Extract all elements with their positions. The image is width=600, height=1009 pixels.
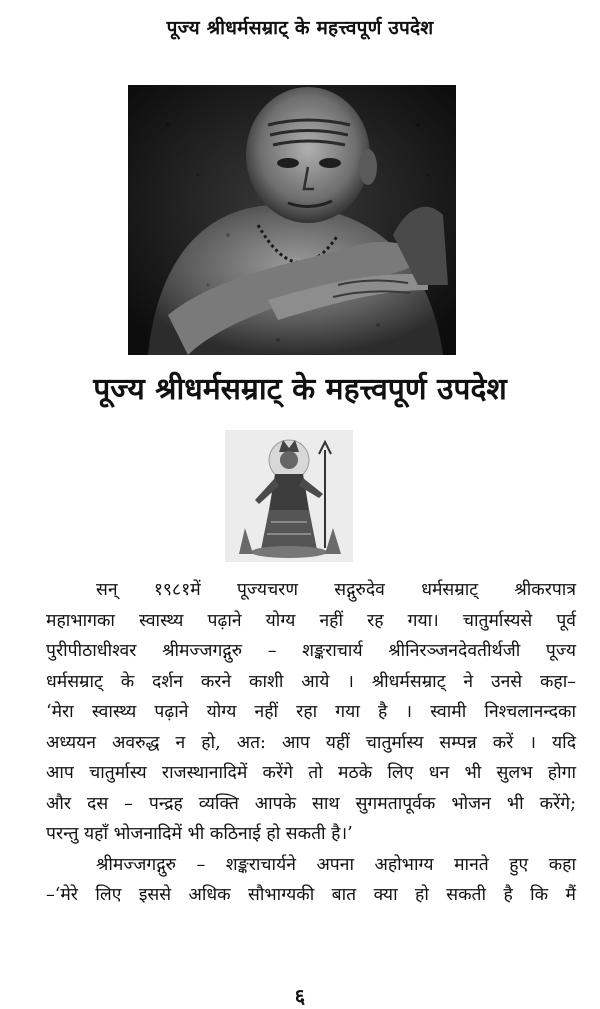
paragraph-line: धर्मसम्राट् के दर्शन करने काशी आये । श्रीधर्मसम्राट् ने उनसे कहा– — [46, 671, 576, 692]
paragraph-line: पुरीपीठाधीश्वर श्रीमज्जगद्गुरु – शङ्कराचार्य श्रीनिरञ्जनदेवतीर्थजी पूज्य — [46, 641, 576, 661]
paragraph-line: अध्ययन अवरुद्ध न हो, अत: आप यहीं चातुर्मास्य सम्पन्न करें । यदि — [46, 732, 576, 753]
paragraph-line: सन् १९८१में पूज्यचरण सद्गुरुदेव धर्मसम्राट् श्रीकरपात्र — [96, 580, 576, 600]
paragraph-line: श्रीमज्जगद्गुरु – शङ्कराचार्यने अपना अहोभाग्य मानते हुए कहा — [96, 854, 576, 875]
paragraph-line: –‘मेरे लिए इससे अधिक सौभाग्यकी बात क्या हो सकती है कि मैं — [46, 885, 576, 905]
page-number: ६ — [294, 984, 306, 1008]
paragraph-line: परन्तु यहाँ भोजनादिमें भी कठिनाई हो सकती है।’ — [46, 824, 353, 844]
portrait-photograph — [128, 85, 456, 355]
paragraph-line: आप चातुर्मास्य राजस्थानादिमें करेंगे तो मठके लिए धन भी सुलभ होगा — [46, 763, 576, 783]
paragraph-line: ‘मेरा स्वास्थ्य पढ़ाने योग्य नहीं रहा गया है । स्वामी निश्चलानन्दका — [46, 702, 576, 722]
body-text — [46, 575, 576, 911]
running-header: पूज्य श्रीधर्मसम्राट् के महत्त्वपूर्ण उपदेश — [166, 17, 434, 39]
page-title: पूज्य श्रीधर्मसम्राट् के महत्त्वपूर्ण उपदेश — [93, 372, 507, 407]
deity-illustration — [225, 430, 353, 562]
paragraph-line: महाभागका स्वास्थ्य पढ़ाने योग्य नहीं रह गया। चातुर्मास्यसे पूर्व — [46, 610, 576, 631]
paragraph-line: और दस – पन्द्रह व्यक्ति आपके साथ सुगमतापूर्वक भोजन भी करेंगे; — [46, 793, 576, 814]
